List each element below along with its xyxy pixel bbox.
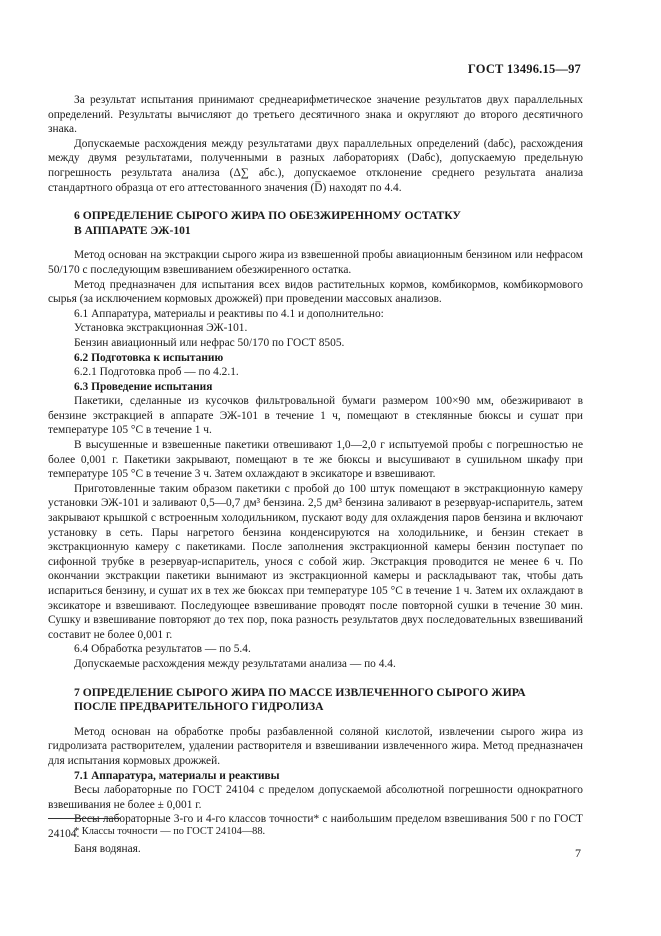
subsection-7-1-heading: 7.1 Аппаратура, материалы и реактивы xyxy=(74,769,280,782)
paragraph: Установка экстракционная ЭЖ-101. xyxy=(74,322,248,335)
section-6-heading xyxy=(48,209,583,238)
paragraph: Допускаемые расхождения между результатами двух параллельных определений (dабс), расхождения между двумя результатами, полученными в разных лабораториях (Dабс), допускаемую предельную погрешность результата анализа (Δ∑ абс.), допускаемое отклонение среднего результата анализа стандартного образца от его аттестованного значения (D̅) находят по 4.4. xyxy=(48,137,583,194)
paragraph: Весы лабораторные по ГОСТ 24104 с пределом допускаемой абсолютной погрешности однократного взвешивания не более ± 0,001 г. xyxy=(48,784,583,811)
paragraph: Допускаемые расхождения между результатами анализа — по 4.4. xyxy=(74,657,396,670)
section-7-heading-line-1: 7 ОПРЕДЕЛЕНИЕ СЫРОГО ЖИРА ПО МАССЕ ИЗВЛЕЧЕННОГО СЫРОГО ЖИРА xyxy=(74,685,526,699)
paragraph: Метод основан на экстракции сырого жира из взвешенной пробы авиационным бензином или нефрасом 50/170 с последующим взвешиванием обезжиренного остатка. xyxy=(48,249,583,276)
paragraph: Баня водяная. xyxy=(74,842,141,855)
footnote: * Классы точности — по ГОСТ 24104—88. xyxy=(74,826,266,837)
section-6-heading-line-1: 6 ОПРЕДЕЛЕНИЕ СЫРОГО ЖИРА ПО ОБЕЗЖИРЕННОМУ ОСТАТКУ xyxy=(74,209,461,223)
paragraph: В высушенные и взвешенные пакетики отвешивают 1,0—2,0 г испытуемой пробы с погрешностью не более 0,001 г. Пакетики закрывают, помещают в те же бюксы и высушивают в сушильном шкафу при температуре 105 °С в течение 3 ч. Затем охлаждают в эксикаторе и взвешивают. xyxy=(48,439,583,481)
subsection-6-3-heading: 6.3 Проведение испытания xyxy=(74,380,213,393)
paragraph: 6.2.1 Подготовка проб — по 4.2.1. xyxy=(74,366,239,379)
section-7-heading xyxy=(48,686,583,715)
subsection-6-2-heading: 6.2 Подготовка к испытанию xyxy=(74,351,224,364)
paragraph: Метод основан на обработке пробы разбавленной соляной кислотой, извлечении сырого жира из гидролизата растворителем, удалении растворителя и взвешивании извлеченного жира. Метод предназначен для испытания кормовых дрожжей. xyxy=(48,725,583,767)
footnote-divider xyxy=(48,818,120,819)
page-number: 7 xyxy=(575,846,581,860)
paragraph: Приготовленные таким образом пакетики с пробой до 100 штук помещают в экстракционную камеру установки ЭЖ-101 и заливают 0,5—0,7 дм³ бензина. 2,5 дм³ бензина заливают в резервуар-испаритель, затем закрывают крышкой с встроенным холодильником, пускают воду для охлаждения паров бензина и включают установку в сеть. Пары нагретого бензина конденсируются на холодильнике, и бензин стекает в экстракционную камеру с пакетиками. После заполнения экстракционной камеры бензин поступает по сифонной трубке в резервуар-испаритель, унося с собой жир. Экстракция проводится не менее 6 ч. По окончании экстракции пакетики вынимают из экстракционной камеры и раскладывают так, чтобы дать испариться бензину, и сушат их в тех же бюксах при температуре 105 °С в течение 1 ч. Затем их охлаждают в эксикаторе и взвешивают. Последующее взвешивание проводят после повторной сушки в течение 30 мин. Сушку и взвешивание повторяют до тех пор, пока разность результатов двух последовательных взвешиваний составит не более 0,001 г. xyxy=(48,482,583,641)
section-7-heading-line-2: ПОСЛЕ ПРЕДВАРИТЕЛЬНОГО ГИДРОЛИЗА xyxy=(74,700,324,714)
paragraph: За результат испытания принимают среднеарифметическое значение результатов двух параллельных определений. Результаты вычисляют до третьего десятичного знака и округляют до второго десятичного знака. xyxy=(48,94,583,136)
paragraph: Метод предназначен для испытания всех видов растительных кормов, комбикормов, комбикормового сырья (за исключением кормовых дрожжей) при проведении массовых анализов. xyxy=(48,278,583,306)
section-6-heading-line-2: В АППАРАТЕ ЭЖ-101 xyxy=(74,223,191,237)
document-header: ГОСТ 13496.15—97 xyxy=(467,62,581,76)
paragraph: Бензин авиационный или нефрас 50/170 по ГОСТ 8505. xyxy=(74,336,345,349)
paragraph: Пакетики, сделанные из кусочков фильтровальной бумаги размером 100×90 мм, обезжиривают в бензине экстракцией в аппарате ЭЖ-101 в течение 1 ч, помещают в стеклянные бюксы и сушат при температуре 105 °С в течение 1 ч. xyxy=(48,395,583,437)
paragraph: 6.4 Обработка результатов — по 5.4. xyxy=(74,643,251,656)
paragraph: 6.1 Аппаратура, материалы и реактивы по 4.1 и дополнительно: xyxy=(74,307,384,320)
document-body xyxy=(48,93,583,856)
paragraph: Весы лабораторные 3-го и 4-го классов точности* с наибольшим пределом взвешивания 500 г по ГОСТ 24104. xyxy=(48,813,583,840)
